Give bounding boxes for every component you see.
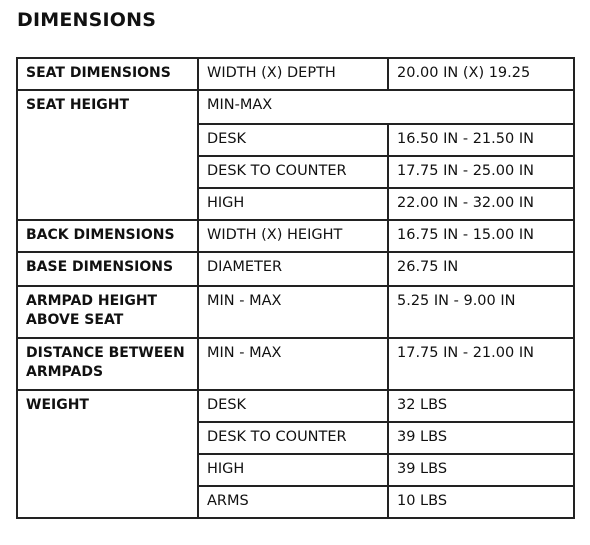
measure-cell: HIGH [198,188,388,220]
value-cell: 32 LBS [388,390,574,422]
measure-cell: WIDTH (X) DEPTH [198,58,388,90]
value-cell: 26.75 IN [388,252,574,286]
value-cell: 39 LBS [388,422,574,454]
table-row [17,390,574,422]
measure-cell: DESK [198,390,388,422]
table-row [17,338,574,390]
measure-cell: WIDTH (X) HEIGHT [198,220,388,252]
row-label: DISTANCE BETWEEN ARMPADS [17,338,198,390]
measure-cell: HIGH [198,454,388,486]
row-label: BASE DIMENSIONS [17,252,198,286]
value-cell: 5.25 IN - 9.00 IN [388,286,574,338]
row-label: WEIGHT [17,390,198,518]
measure-cell: DESK TO COUNTER [198,422,388,454]
measure-cell: MIN - MAX [198,338,388,390]
table-row [17,58,574,90]
row-label: ARMPAD HEIGHT ABOVE SEAT [17,286,198,338]
value-cell: 20.00 IN (X) 19.25 [388,58,574,90]
value-cell: 39 LBS [388,454,574,486]
table-row [17,220,574,252]
measure-cell: ARMS [198,486,388,518]
value-cell: 17.75 IN - 25.00 IN [388,156,574,188]
value-cell: 16.50 IN - 21.50 IN [388,124,574,156]
measure-cell: DESK TO COUNTER [198,156,388,188]
row-label: BACK DIMENSIONS [17,220,198,252]
measure-cell: MIN-MAX [198,90,574,124]
table-row [17,90,574,124]
value-cell: 17.75 IN - 21.00 IN [388,338,574,390]
row-label: SEAT DIMENSIONS [17,58,198,90]
page-title: DIMENSIONS [17,9,157,31]
table-row [17,286,574,338]
value-cell: 10 LBS [388,486,574,518]
measure-cell: DIAMETER [198,252,388,286]
measure-cell: DESK [198,124,388,156]
row-label: SEAT HEIGHT [17,90,198,220]
measure-cell: MIN - MAX [198,286,388,338]
value-cell: 16.75 IN - 15.00 IN [388,220,574,252]
dimensions-table [16,57,575,519]
value-cell: 22.00 IN - 32.00 IN [388,188,574,220]
table-row [17,252,574,286]
